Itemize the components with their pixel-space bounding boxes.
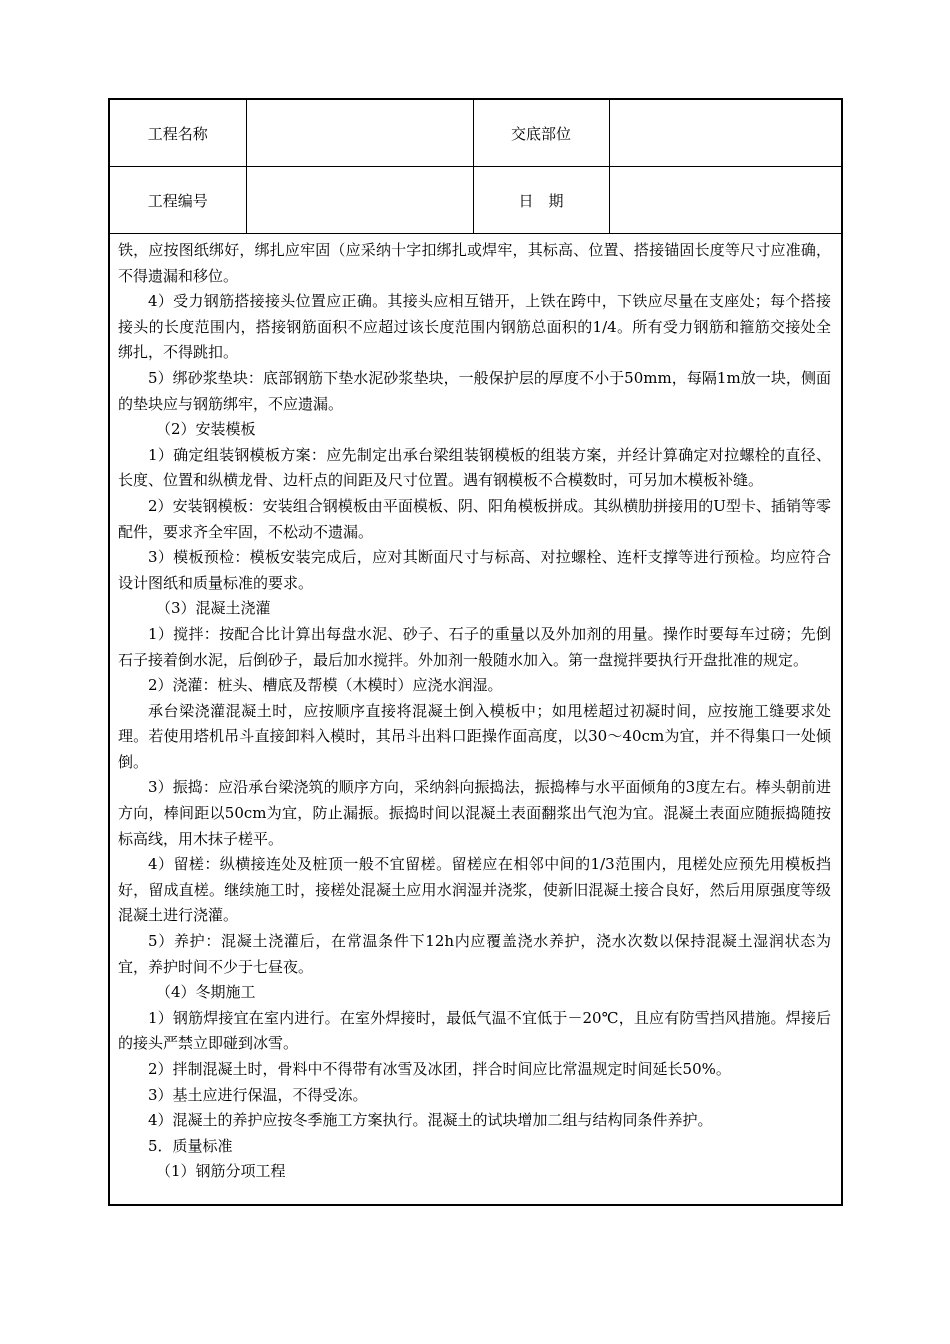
date-field[interactable] [609, 167, 841, 234]
paragraph: 铁，应按图纸绑好，绑扎应牢固（应采纳十字扣绑扎或焊牢，其标高、位置、搭接锚固长度等尺寸应准确，不得遗漏和移位。 [118, 241, 831, 285]
section-heading: 5．质量标准 [148, 1136, 233, 1155]
paragraph: 3）模板预检：模板安装完成后，应对其断面尺寸与标高、对拉螺栓、连杆支撑等进行预检。均应符合设计图纸和质量标准的要求。 [118, 548, 831, 592]
project-no-field[interactable] [246, 167, 473, 234]
paragraph: 4）留槎：纵横接连处及桩顶一般不宜留槎。留槎应在相邻中间的1/3范围内，甩槎处应预先用模板挡好，留成直槎。继续施工时，接槎处混凝土应用水润湿并浇浆，使新旧混凝土接合良好，然后用原强度等级混凝土进行浇灌。 [118, 855, 831, 925]
paragraph: 3）基土应进行保温，不得受冻。 [148, 1085, 368, 1104]
section-heading: （3）混凝土浇灌 [156, 599, 271, 618]
paragraph: 2）浇灌：桩头、槽底及帮模（木模时）应浇水润湿。 [148, 676, 503, 695]
paragraph: 5）绑砂浆垫块：底部钢筋下垫水泥砂浆垫块，一般保护层的厚度不小于50mm，每隔1m放一块，侧面的垫块应与钢筋绑牢，不应遗漏。 [118, 368, 831, 413]
paragraph: 1）钢筋焊接宜在室内进行。在室外焊接时，最低气温不宜低于－20℃，且应有防雪挡风措施。焊接后的接头严禁立即碰到冰雪。 [118, 1008, 831, 1053]
section-heading: （1）钢筋分项工程 [156, 1162, 286, 1181]
paragraph: 2）安装钢模板：安装组合钢模板由平面模板、阴、阳角模板拼成。其纵横肋拼接用的U型卡、插销等零配件，要求齐全牢固，不松动不遗漏。 [118, 496, 831, 541]
header-table [110, 100, 841, 234]
section-heading: （2）安装模板 [156, 420, 256, 439]
paragraph: 5）养护：混凝土浇灌后，在常温条件下12h内应覆盖浇水养护，浇水次数以保持混凝土湿润状态为宜，养护时间不少于七昼夜。 [118, 932, 831, 976]
section-heading: （4）冬期施工 [156, 983, 256, 1002]
paragraph: 3）振捣：应沿承台梁浇筑的顺序方向，采纳斜向振捣法，振捣棒与水平面倾角的3度左右。棒头朝前进方向，棒间距以50cm为宜，防止漏振。振捣时间以混凝土表面翻浆出气泡为宜。混凝土表面应随振捣随按标高线，用木抹子槎平。 [118, 778, 831, 848]
paragraph: 2）拌制混凝土时，骨料中不得带有冰雪及冰团，拌合时间应比常温规定时间延长50%。 [148, 1060, 731, 1078]
project-name-field[interactable] [246, 100, 473, 167]
project-no-label: 工程编号 [110, 167, 246, 234]
disclosure-sheet [108, 98, 843, 1206]
header-row-1 [110, 100, 841, 167]
disclosure-part-field[interactable] [609, 100, 841, 167]
paragraph: 4）受力钢筋搭接接头位置应正确。其接头应相互错开，上铁在跨中，下铁应尽量在支座处；每个搭接接头的长度范围内，搭接钢筋面积不应超过该长度范围内钢筋总面积的1/4。所有受力钢筋和箍筋交接处全绑扎，不得跳扣。 [118, 292, 831, 362]
project-name-label: 工程名称 [110, 100, 246, 167]
paragraph: 4）混凝土的养护应按冬季施工方案执行。混凝土的试块增加二组与结构同条件养护。 [148, 1111, 713, 1130]
disclosure-body [110, 234, 841, 1185]
paragraph: 1）确定组装钢模板方案：应先制定出承台梁组装钢模板的组装方案，并经计算确定对拉螺栓的直径、长度、位置和纵横龙骨、边杆点的间距及尺寸位置。遇有钢模板不合模数时，可另加木模板补缝。 [118, 445, 831, 490]
disclosure-part-label: 交底部位 [473, 100, 609, 167]
paragraph: 承台梁浇灌混凝土时，应按顺序直接将混凝土倒入模板中；如甩槎超过初凝时间，应按施工缝要求处理。若使用塔机吊斗直接卸料入模时，其吊斗出料口距操作面高度，以30～40cm为宜，并不得集口一处倾倒。 [118, 701, 831, 771]
date-label: 日 期 [473, 167, 609, 234]
header-row-2 [110, 167, 841, 234]
paragraph: 1）搅拌：按配合比计算出每盘水泥、砂子、石子的重量以及外加剂的用量。操作时要每车过磅；先倒石子接着倒水泥，后倒砂子，最后加水搅拌。外加剂一般随水加入。第一盘搅拌要执行开盘批准的规定。 [118, 624, 831, 669]
